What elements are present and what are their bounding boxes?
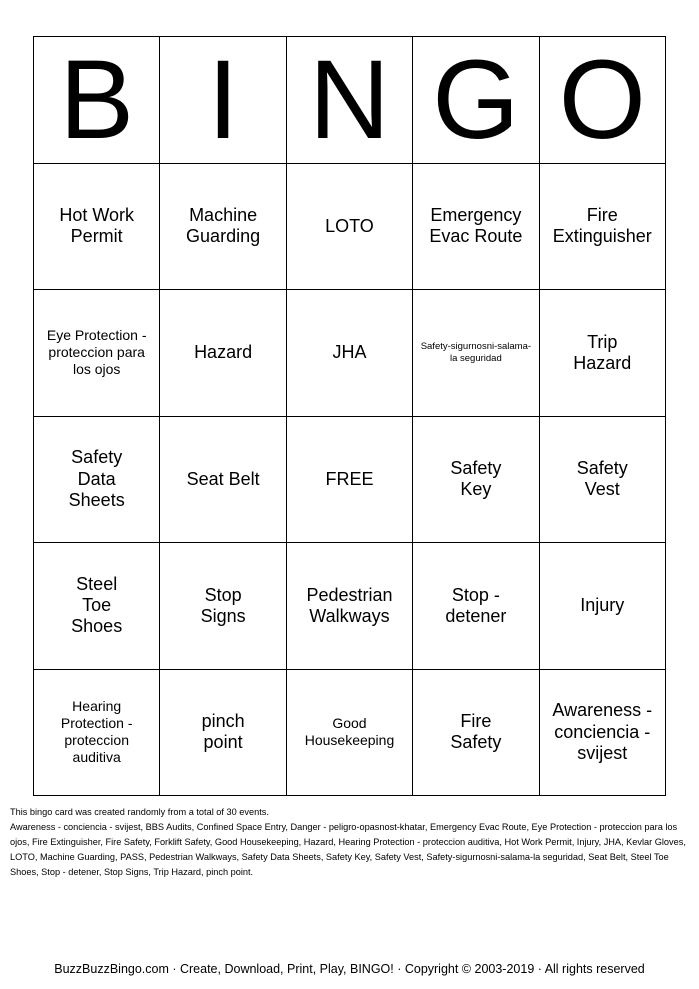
bingo-cell [539, 669, 665, 796]
site-footer: BuzzBuzzBingo.com · Create, Download, Print, Play, BINGO! · Copyright © 2003-2019 · All rights reserved [54, 962, 645, 976]
cell-text: Seat Belt [186, 468, 260, 489]
bingo-card [33, 36, 666, 796]
cell-text: JHA [332, 342, 367, 363]
header-letter-n: N [286, 37, 412, 164]
bingo-cell [413, 416, 539, 543]
bingo-cell [160, 669, 286, 796]
bingo-cell [539, 290, 665, 417]
bingo-cell [539, 163, 665, 290]
card-row [34, 669, 666, 796]
bingo-cell [160, 543, 286, 670]
card-row [34, 163, 666, 290]
cell-text: Eye Protection - proteccion para los ojos [46, 327, 147, 378]
bingo-cell [160, 163, 286, 290]
card-info [10, 805, 686, 880]
cell-text: pinch point [201, 711, 245, 753]
cell-text: Emergency Evac Route [429, 205, 523, 247]
bingo-cell [413, 543, 539, 670]
card-row [34, 543, 666, 670]
cell-text: Safety-sigurnosni-salama-la seguridad [420, 341, 532, 364]
cell-text: Machine Guarding [186, 205, 261, 247]
bingo-cell [286, 290, 412, 417]
cell-text: Fire Safety [450, 711, 502, 753]
bingo-cell [539, 543, 665, 670]
cell-text: Trip Hazard [573, 331, 632, 373]
header-letter-o: O [539, 37, 665, 164]
cell-text: Stop Signs [200, 584, 246, 626]
bingo-cell [34, 290, 160, 417]
bingo-cell [286, 163, 412, 290]
cell-text: FREE [325, 468, 374, 489]
bingo-cell [539, 416, 665, 543]
bingo-cell [160, 416, 286, 543]
cell-text: Safety Vest [576, 458, 628, 500]
cell-text: Safety Key [450, 458, 502, 500]
bingo-cell [413, 163, 539, 290]
bingo-cell [34, 416, 160, 543]
bingo-cell [160, 290, 286, 417]
cell-text: Pedestrian Walkways [306, 584, 393, 626]
bingo-cell [413, 669, 539, 796]
cell-text: Steel Toe Shoes [71, 573, 123, 637]
cell-text: Fire Extinguisher [552, 205, 652, 247]
card-info-event-list: Awareness - conciencia - svijest, BBS Audits, Confined Space Entry, Danger - peligro-opasnost-khatar, Emergency Evac Route, Eye Protection - proteccion para los ojos, Fire Extinguisher, Fire Safety, Forklift Safety, Good Housekeeping, Hazard, Hearing Protection - proteccion auditiva, Hot Work Permit, Injury, JHA, Kevlar Gloves, LOTO, Machine Guarding, PASS, Pedestrian Walkways, Safety Data Sheets, Safety Key, Safety Vest, Safety-sigurnosni-salama-la seguridad, Seat Belt, Steel Toe Shoes, Stop - detener, Stop Signs, Trip Hazard, pinch point. [10, 822, 686, 877]
cell-text: Hot Work Permit [59, 205, 135, 247]
bingo-cell [34, 163, 160, 290]
header-letter-g: G [413, 37, 539, 164]
bingo-cell [34, 669, 160, 796]
cell-text: Good Housekeeping [304, 715, 395, 749]
card-row [34, 416, 666, 543]
header-letter-i: I [160, 37, 286, 164]
cell-text: Safety Data Sheets [68, 447, 125, 510]
card-row [34, 290, 666, 417]
header-letter-b: B [34, 37, 160, 164]
bingo-cell [34, 543, 160, 670]
cell-text: LOTO [325, 215, 374, 236]
cell-text: Injury [580, 595, 625, 616]
bingo-cell [413, 290, 539, 417]
header-row [34, 37, 666, 164]
cell-text: Stop - detener [445, 584, 507, 626]
bingo-cell [286, 543, 412, 670]
cell-text: Hazard [194, 342, 253, 363]
cell-text: Hearing Protection - proteccion auditiva [60, 698, 133, 766]
bingo-cell [286, 669, 412, 796]
card-info-summary: This bingo card was created randomly from a total of 30 events. [10, 807, 269, 817]
free-space [286, 416, 412, 543]
cell-text: Awareness - conciencia - svijest [552, 700, 653, 763]
